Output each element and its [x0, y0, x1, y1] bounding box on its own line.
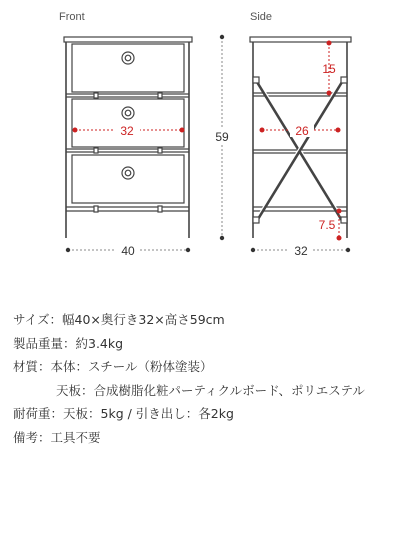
- rail-1-clip-left: [94, 93, 98, 98]
- spec-size: サイズ：幅40×奥行き32×高さ59cm: [13, 312, 225, 327]
- front-height-value: 59: [215, 130, 229, 144]
- front-drawer-width-value: 32: [120, 124, 134, 138]
- bottom-clip-right: [158, 206, 162, 212]
- spec-load: 耐荷重：天板：5kg / 引き出し：各2kg: [13, 406, 234, 421]
- side-view-label: Side: [250, 11, 273, 23]
- rail-1-clip-right: [158, 93, 162, 98]
- side-depth-value: 32: [294, 244, 308, 258]
- front-top-board: [64, 37, 192, 42]
- side-brace-2-inner: [254, 80, 341, 222]
- side-top-gap-value: 15: [322, 62, 336, 76]
- front-view-label: Front: [59, 11, 85, 23]
- brace-bracket-br: [341, 217, 347, 223]
- spec-list: [13, 308, 365, 449]
- rail-2-clip-right: [158, 148, 162, 153]
- front-width-value: 40: [121, 244, 135, 258]
- brace-bracket-tl: [253, 77, 259, 83]
- bottom-clip-left: [94, 206, 98, 212]
- side-bottom-gap-value: 7.5: [318, 218, 336, 232]
- spec-material: 材質：本体：スチール（粉体塗装）: [13, 359, 213, 374]
- spec-weight: 製品重量：約3.4kg: [13, 335, 124, 351]
- spec-material-top: 天板：合成樹脂化粧パーティクルボード、ポリエステル: [56, 382, 365, 398]
- side-top-board: [250, 37, 351, 42]
- drawer-1: [72, 44, 184, 92]
- rail-2-clip-left: [94, 148, 98, 153]
- brace-bracket-bl: [253, 217, 259, 223]
- side-inner-depth-value: 26: [295, 124, 309, 138]
- spec-note: 備考：工具不要: [13, 429, 101, 445]
- brace-bracket-tr: [341, 77, 347, 83]
- side-brace-1-inner: [258, 80, 345, 222]
